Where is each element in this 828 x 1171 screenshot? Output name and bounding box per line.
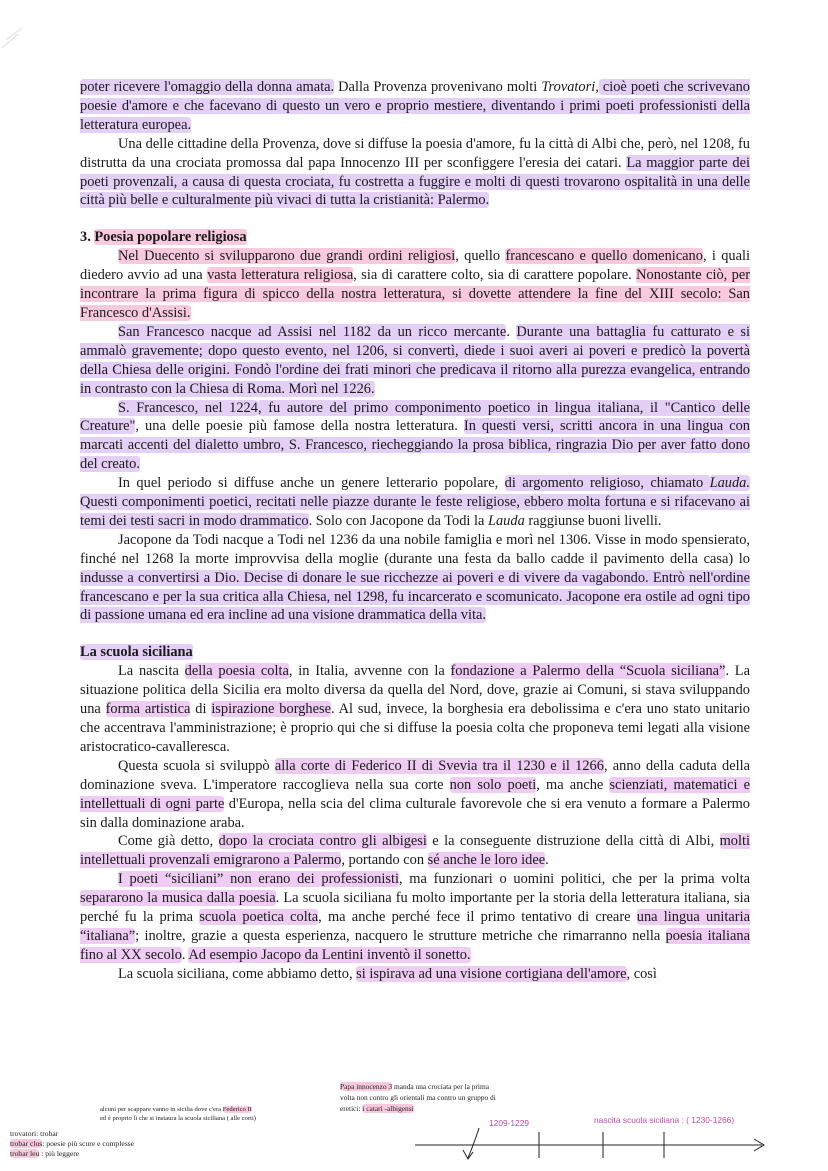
timeline-label-1209-1229: 1209-1229 xyxy=(489,1118,530,1128)
section-3-paragraph-5: Jacopone da Todi nacque a Todi nel 1236 da una nobile famiglia e morì nel 1306. Visse in modo spensierato, finché nel 1268 la morte improvvisa della moglie (durante una festa da ballo cadde il pavimento della casa) lo indusse a convertirsi a Dio. Decise di donare le sue ricchezze ai poveri e di vivere da vagabondo. Entrò nell'ordine francescano e per la sua critica alla Chiesa, nel 1298, fu incarcerato e scomunicato. Jacopone era ostile ad ogni tipo di passione umana ed era incline ad una visione drammatica della vita. xyxy=(80,531,750,624)
note-trobar: trovatori: trobar trobar clus: poesie più scure e complesse trobar leu : più leggere xyxy=(10,1129,134,1158)
section-3-paragraph-2: San Francesco nacque ad Assisi nel 1182 da un ricco mercante. Durante una battaglia fu catturato e si ammalò gravemente; dopo questo evento, nel 1206, si convertì, diede i suoi averi ai poveri e predicò la povertà della Chiesa delle origini. Fondò l'ordine dei frati minori che predicava il ritorno alla purezza evangelica, entrando in contrasto con la Chiesa di Roma. Morì nel 1226. xyxy=(80,323,750,397)
note-federico: alcuni per scappare vanno in sicilia dove c'era Federico II ed è proprio lì che si instaura la scuola siciliana ( alle corti) xyxy=(100,1106,256,1122)
sicily-paragraph-5: La scuola siciliana, come abbiamo detto, si ispirava ad una visione cortigiana dell'amore, così xyxy=(118,965,657,982)
section-sicily-heading: La scuola siciliana xyxy=(80,644,193,661)
note-papa-innocenzo: Papa innocenzo 3 manda una crociata per la prima volta non contro gli orientali ma contro un gruppo di eretici: i catari -albigensi xyxy=(340,1082,496,1113)
section-3-paragraph-3: S. Francesco, nel 1224, fu autore del primo componimento poetico in lingua italiana, il "Cantico delle Creature", una delle poesie più famose della nostra letteratura. In questi versi, scritti ancora in una lingua con marcati accenti del dialetto umbro, S. Francesco, riecheggiando la prosa biblica, ringrazia Dio per aver fatto dono del creato. xyxy=(80,399,751,473)
intro-paragraph-1: poter ricevere l'omaggio della donna amata. Dalla Provenza provenivano molti Trovatori, cioè poeti che scrivevano poesie d'amore e che facevano di questo un vero e proprio mestiere, diventando i primi poeti professionisti della letteratura europea. xyxy=(80,79,750,133)
sicily-paragraph-4: I poeti “siciliani” non erano dei professionisti, ma funzionari o uomini politici, che per la prima volta separarono la musica dalla poesia. La scuola siciliana fu molto importante per la storia della letteratura italiana, sia perché fu la prima scuola poetica colta, ma anche perché fece il primo tentativo di creare una lingua unitaria “italiana”; inoltre, grazie a questa esperienza, nacquero le strutture metriche che rimarranno nella poesia italiana fino al XX secolo. Ad esempio Jacopo da Lentini inventò il sonetto. xyxy=(80,871,750,963)
sicily-paragraph-1: La nascita della poesia colta, in Italia, avvenne con la fondazione a Palermo della “Scuola siciliana”. La situazione politica della Sicilia era molto diversa da quella del Nord, dove, grazie ai Comuni, si stava sviluppando una forma artistica di ispirazione borghese. Al sud, invece, la borghesia era debolissima e c'era uno stato unitario che accentrava l'amministrazione; è proprio qui che si diffuse la poesia colta che proponeva temi legati alla visione aristocratico-cavalleresca. xyxy=(80,663,751,755)
sicily-paragraph-3: Come già detto, dopo la crociata contro gli albigesi e la conseguente distruzione della città di Albi, molti intellettuali provenzali emigrarono a Palermo, portando con sé anche le loro idee. xyxy=(80,833,750,869)
section-3-paragraph-4: In quel periodo si diffuse anche un genere letterario popolare, di argomento religioso, chiamato Lauda. Questi componimenti poetici, recitati nelle piazze durante le feste religiose, ebbero molta fortuna e si rifacevano ai temi dei testi sacri in modo drammatico. Solo con Jacopone da Todi la Lauda raggiunse buoni livelli. xyxy=(80,475,750,529)
section-3-heading: 3. Poesia popolare religiosa xyxy=(80,229,247,246)
section-3-paragraph-1: Nel Duecento si svilupparono due grandi ordini religiosi, quello francescano e quello domenicano, i quali diedero avvio ad una vasta letteratura religiosa, sia di carattere colto, sia di carattere popolare. Nonostante ciò, per incontrare la prima figura di spicco della nostra letteratura, si dovette attendere la fine del XIII secolo: San Francesco d'Assisi. xyxy=(80,248,751,321)
intro-paragraph-2: Una delle cittadine della Provenza, dove si diffuse la poesia d'amore, fu la città di Albi che, però, nel 1208, fu distrutta da una crociata promossa dal papa Innocenzo III per sconfiggere l'eresia dei catari. La maggior parte dei poeti provenzali, a causa di questa crociata, fu costretta a fuggire e molti di questi trovarono ospitalità in una delle città più belle e culturalmente più vivaci di tutta la cristianità: Palermo. xyxy=(80,135,750,209)
timeline-tick-1209 xyxy=(468,1128,479,1158)
timeline-label-scuola-siciliana: nascita scuola siciliana : ( 1230-1266) xyxy=(594,1115,735,1125)
sicily-paragraph-2: Questa scuola si sviluppò alla corte di Federico II di Svevia tra il 1230 e il 1266, anno della caduta della dominazione sveva. L'imperatore raccoglieva nella sua corte non solo poeti, ma anche scienziati, matematici e intellettuali di ogni parte d'Europa, nella scia del clima culturale favorevole che si era venuto a formare a Palermo sin dalla dominazione araba. xyxy=(80,757,750,831)
